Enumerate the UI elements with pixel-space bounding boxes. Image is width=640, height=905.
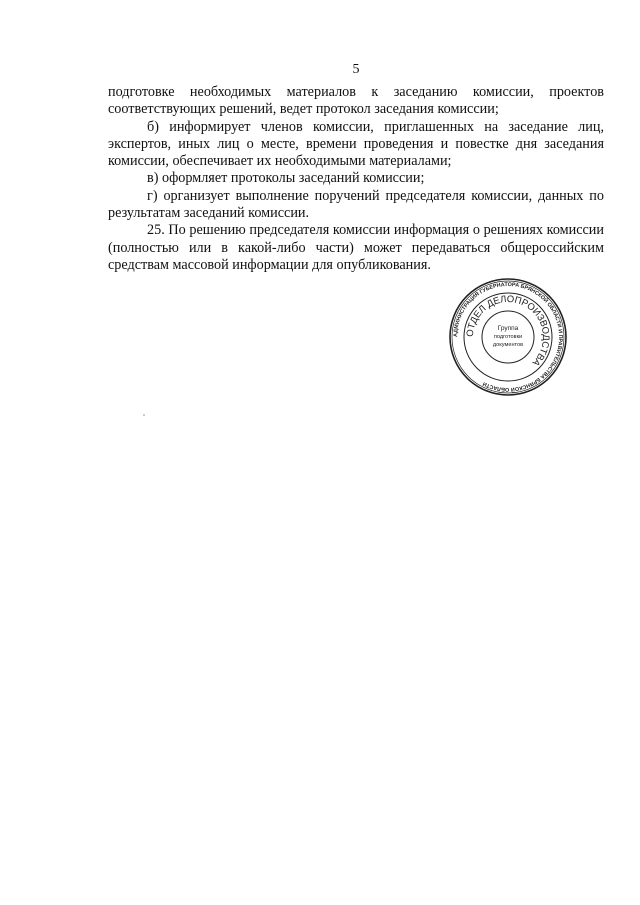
paragraph-item-g: г) организует выполнение поручений председателя комиссии, данных по результатам заседаний комиссии. [108, 187, 604, 222]
paragraph-item-v: в) оформляет протоколы заседаний комиссии; [147, 170, 425, 187]
stamp-seal-icon [448, 277, 568, 397]
paragraph-25: 25. По решению председателя комиссии информация о решениях комиссии (полностью или в какой-либо части) может передаваться общероссийским средствам массовой информации для опубликования. [108, 222, 604, 273]
paragraph-continuation: подготовке необходимых материалов к заседанию комиссии, проектов соответствующих решений, ведет протокол заседания комиссии; [108, 84, 604, 118]
official-stamp [448, 277, 568, 397]
document-body [108, 84, 604, 274]
page-number: 5 [352, 62, 360, 77]
stamp-inner-text: ОТДЕЛ ДЕЛОПРОИЗВОДСТВА [464, 293, 552, 368]
stamp-outer-text: АДМИНИСТРАЦИЯ ГУБЕРНАТОРА БРЯНСКОЙ ОБЛАСТИ И ПРАВИТЕЛЬСТВА БРЯНСКОЙ ОБЛАСТИ [452, 281, 564, 393]
scan-speck [143, 414, 145, 416]
paragraph-item-b: б) информирует членов комиссии, приглашенных на заседание лиц, экспертов, иных лиц о месте, времени проведения и повестке дня заседания комиссии, обеспечивает их необходимыми материалами; [108, 118, 604, 170]
stamp-center-line-3: документов [492, 342, 524, 348]
stamp-center-line-1: Группа [497, 325, 519, 332]
stamp-center-line-2: подготовки [493, 334, 523, 340]
